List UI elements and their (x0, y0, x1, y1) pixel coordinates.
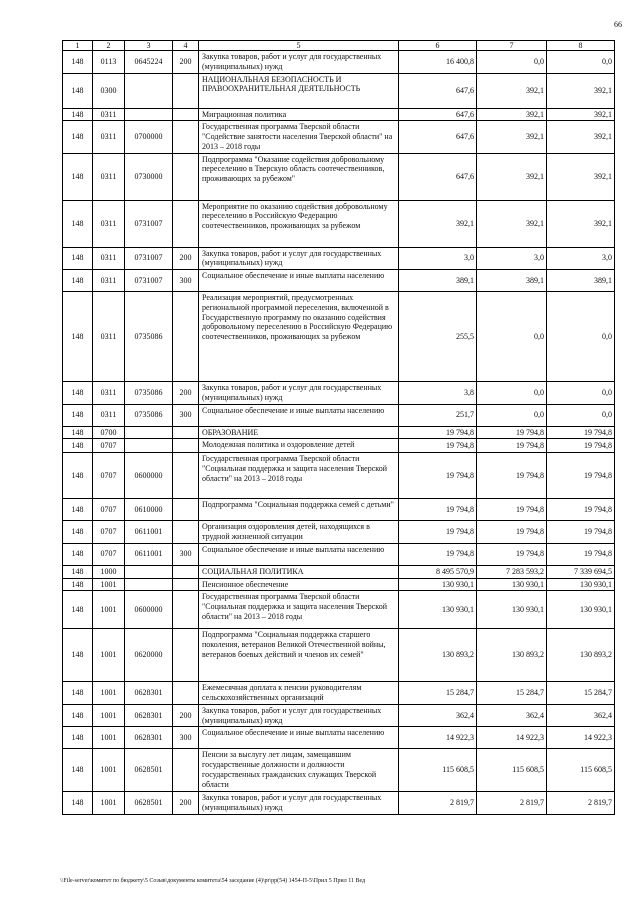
cell-section-code: 148 (63, 591, 93, 629)
cell-amount-col8: 389,1 (547, 270, 615, 292)
cell-amount-col8: 0,0 (547, 292, 615, 382)
cell-expense-type (173, 682, 199, 705)
cell-amount-col6: 251,7 (399, 404, 477, 426)
table-row (63, 453, 615, 499)
cell-description: Подпрограмма "Социальная поддержка старшего поколения, ветеранов Великой Отечественной войны, ветеранов боевых действий и членов их семей" (199, 629, 399, 682)
table-row (63, 108, 615, 121)
cell-expense-type (173, 426, 199, 439)
cell-amount-col7: 0,0 (477, 51, 547, 74)
cell-target-code: 0611001 (125, 543, 173, 565)
cell-amount-col8: 2 819,7 (547, 792, 615, 815)
cell-amount-col6: 647,6 (399, 108, 477, 121)
cell-amount-col7: 115 608,5 (477, 749, 547, 792)
cell-subsection-code: 0707 (93, 521, 125, 544)
cell-subsection-code: 0311 (93, 292, 125, 382)
page-number: 66 (614, 20, 622, 29)
cell-target-code: 0620000 (125, 629, 173, 682)
table-row (63, 439, 615, 453)
cell-amount-col7: 19 794,8 (477, 499, 547, 521)
cell-target-code: 0628301 (125, 682, 173, 705)
table-body (63, 51, 615, 815)
cell-amount-col8: 14 922,3 (547, 727, 615, 749)
cell-amount-col7: 392,1 (477, 200, 547, 247)
cell-description: НАЦИОНАЛЬНАЯ БЕЗОПАСНОСТЬ И ПРАВООХРАНИТЕЛЬНАЯ ДЕЯТЕЛЬНОСТЬ (199, 73, 399, 108)
cell-amount-col6: 19 794,8 (399, 453, 477, 499)
cell-target-code (125, 73, 173, 108)
cell-subsection-code: 1001 (93, 792, 125, 815)
cell-subsection-code: 1001 (93, 682, 125, 705)
cell-amount-col6: 647,6 (399, 121, 477, 153)
cell-target-code: 0645224 (125, 51, 173, 74)
cell-target-code: 0628301 (125, 704, 173, 727)
cell-section-code: 148 (63, 73, 93, 108)
cell-target-code: 0600000 (125, 453, 173, 499)
cell-section-code: 148 (63, 108, 93, 121)
cell-subsection-code: 0707 (93, 453, 125, 499)
cell-amount-col6: 647,6 (399, 73, 477, 108)
cell-expense-type (173, 749, 199, 792)
cell-description: Молодежная политика и оздоровление детей (199, 439, 399, 453)
cell-expense-type (173, 499, 199, 521)
table-row (63, 704, 615, 727)
table-row (63, 629, 615, 682)
cell-amount-col7: 130 930,1 (477, 591, 547, 629)
cell-expense-type (173, 629, 199, 682)
cell-amount-col7: 19 794,8 (477, 439, 547, 453)
cell-description: Закупка товаров, работ и услуг для государственных (муниципальных) нужд (199, 792, 399, 815)
cell-target-code (125, 578, 173, 591)
cell-amount-col6: 130 930,1 (399, 591, 477, 629)
cell-description: Подпрограмма "Оказание содействия добровольному переселению в Тверскую область соотечественников, проживающих за рубежом" (199, 153, 399, 200)
table-row (63, 121, 615, 153)
cell-amount-col6: 16 400,8 (399, 51, 477, 74)
cell-subsection-code: 0707 (93, 499, 125, 521)
cell-amount-col8: 362,4 (547, 704, 615, 727)
table-row (63, 543, 615, 565)
cell-amount-col8: 115 608,5 (547, 749, 615, 792)
cell-amount-col7: 392,1 (477, 73, 547, 108)
cell-expense-type: 300 (173, 543, 199, 565)
cell-description: Социальное обеспечение и иные выплаты населению (199, 270, 399, 292)
col-header-6: 6 (399, 41, 477, 51)
cell-amount-col7: 0,0 (477, 382, 547, 405)
cell-amount-col7: 19 794,8 (477, 426, 547, 439)
cell-amount-col6: 647,6 (399, 153, 477, 200)
cell-target-code: 0628501 (125, 792, 173, 815)
cell-description: Мероприятие по оказанию содействия добровольному переселению в Российскую Федерацию соотечественников, проживающих за рубежом (199, 200, 399, 247)
cell-amount-col8: 19 794,8 (547, 521, 615, 544)
table-row (63, 247, 615, 270)
cell-amount-col7: 19 794,8 (477, 543, 547, 565)
cell-section-code: 148 (63, 270, 93, 292)
cell-amount-col7: 0,0 (477, 292, 547, 382)
cell-amount-col6: 130 930,1 (399, 578, 477, 591)
cell-description: Пенсионное обеспечение (199, 578, 399, 591)
cell-section-code: 148 (63, 543, 93, 565)
cell-target-code: 0731007 (125, 247, 173, 270)
cell-amount-col8: 130 893,2 (547, 629, 615, 682)
table-row (63, 565, 615, 578)
cell-subsection-code: 0300 (93, 73, 125, 108)
cell-amount-col8: 0,0 (547, 404, 615, 426)
cell-amount-col8: 130 930,1 (547, 591, 615, 629)
cell-subsection-code: 0311 (93, 404, 125, 426)
cell-expense-type (173, 292, 199, 382)
cell-description: Подпрограмма "Социальная поддержка семей с детьми" (199, 499, 399, 521)
table-row (63, 591, 615, 629)
table-row (63, 727, 615, 749)
cell-expense-type: 200 (173, 247, 199, 270)
cell-description: Пенсии за выслугу лет лицам, замещавшим государственные должности и должности государственных гражданских служащих Тверской области (199, 749, 399, 792)
cell-amount-col7: 130 893,2 (477, 629, 547, 682)
cell-target-code (125, 565, 173, 578)
cell-subsection-code: 1001 (93, 749, 125, 792)
cell-amount-col8: 19 794,8 (547, 499, 615, 521)
cell-expense-type (173, 591, 199, 629)
cell-subsection-code: 1001 (93, 629, 125, 682)
cell-amount-col6: 19 794,8 (399, 543, 477, 565)
cell-expense-type (173, 439, 199, 453)
table-row (63, 578, 615, 591)
cell-amount-col8: 392,1 (547, 200, 615, 247)
cell-amount-col7: 14 922,3 (477, 727, 547, 749)
cell-section-code: 148 (63, 749, 93, 792)
cell-amount-col6: 14 922,3 (399, 727, 477, 749)
cell-amount-col8: 19 794,8 (547, 453, 615, 499)
cell-amount-col7: 0,0 (477, 404, 547, 426)
cell-description: Социальное обеспечение и иные выплаты населению (199, 727, 399, 749)
cell-amount-col7: 389,1 (477, 270, 547, 292)
table-row (63, 749, 615, 792)
cell-subsection-code: 0311 (93, 270, 125, 292)
cell-description: Социальное обеспечение и иные выплаты населению (199, 543, 399, 565)
cell-section-code: 148 (63, 682, 93, 705)
cell-description: Закупка товаров, работ и услуг для государственных (муниципальных) нужд (199, 247, 399, 270)
cell-subsection-code: 0311 (93, 121, 125, 153)
cell-amount-col6: 15 284,7 (399, 682, 477, 705)
cell-amount-col6: 3,8 (399, 382, 477, 405)
cell-amount-col8: 392,1 (547, 121, 615, 153)
cell-description: Закупка товаров, работ и услуг для государственных (муниципальных) нужд (199, 382, 399, 405)
cell-description: Государственная программа Тверской области "Социальная поддержка и защита населения Тверской области" на 2013 – 2018 годы (199, 591, 399, 629)
cell-expense-type: 200 (173, 704, 199, 727)
cell-amount-col7: 19 794,8 (477, 453, 547, 499)
cell-section-code: 148 (63, 247, 93, 270)
cell-amount-col8: 130 930,1 (547, 578, 615, 591)
cell-amount-col8: 7 339 694,5 (547, 565, 615, 578)
cell-section-code: 148 (63, 453, 93, 499)
cell-amount-col8: 19 794,8 (547, 439, 615, 453)
cell-subsection-code: 0311 (93, 108, 125, 121)
cell-section-code: 148 (63, 578, 93, 591)
cell-section-code: 148 (63, 792, 93, 815)
cell-amount-col6: 3,0 (399, 247, 477, 270)
table-header-row (63, 41, 615, 51)
cell-description: ОБРАЗОВАНИЕ (199, 426, 399, 439)
file-path-footer: \\File-server\комитет по бюджету\5 Созыв\документы комитета\54 заседание (4)\pr\рр(54) 1454-П-5\Прил 5 Прил 11 Вед (60, 878, 366, 884)
cell-section-code: 148 (63, 426, 93, 439)
cell-expense-type: 200 (173, 51, 199, 74)
cell-target-code: 0600000 (125, 591, 173, 629)
col-header-3: 3 (125, 41, 173, 51)
cell-subsection-code: 0311 (93, 153, 125, 200)
cell-amount-col8: 0,0 (547, 382, 615, 405)
cell-target-code: 0611001 (125, 521, 173, 544)
cell-amount-col7: 15 284,7 (477, 682, 547, 705)
cell-amount-col7: 392,1 (477, 153, 547, 200)
table-row (63, 499, 615, 521)
col-header-5: 5 (199, 41, 399, 51)
cell-amount-col6: 2 819,7 (399, 792, 477, 815)
cell-amount-col7: 7 283 593,2 (477, 565, 547, 578)
table-row (63, 404, 615, 426)
col-header-2: 2 (93, 41, 125, 51)
cell-amount-col6: 19 794,8 (399, 426, 477, 439)
cell-amount-col8: 0,0 (547, 51, 615, 74)
cell-section-code: 148 (63, 727, 93, 749)
cell-section-code: 148 (63, 153, 93, 200)
cell-description: СОЦИАЛЬНАЯ ПОЛИТИКА (199, 565, 399, 578)
cell-amount-col6: 8 495 570,9 (399, 565, 477, 578)
cell-section-code: 148 (63, 200, 93, 247)
table-row (63, 521, 615, 544)
cell-amount-col8: 392,1 (547, 73, 615, 108)
cell-subsection-code: 1001 (93, 591, 125, 629)
cell-description: Организация оздоровления детей, находящихся в трудной жизненной ситуации (199, 521, 399, 544)
cell-subsection-code: 0113 (93, 51, 125, 74)
cell-expense-type: 300 (173, 270, 199, 292)
cell-description: Реализация мероприятий, предусмотренных региональной программой переселения, включенной в Государственную программу по оказанию содействия добровольному переселению в Российскую Федерацию соотечественников, проживающих за рубежом (199, 292, 399, 382)
cell-amount-col6: 255,5 (399, 292, 477, 382)
cell-amount-col8: 19 794,8 (547, 543, 615, 565)
cell-amount-col6: 19 794,8 (399, 499, 477, 521)
col-header-8: 8 (547, 41, 615, 51)
cell-amount-col8: 392,1 (547, 153, 615, 200)
col-header-7: 7 (477, 41, 547, 51)
cell-amount-col6: 19 794,8 (399, 439, 477, 453)
cell-expense-type (173, 153, 199, 200)
cell-subsection-code: 1001 (93, 578, 125, 591)
cell-target-code: 0628301 (125, 727, 173, 749)
cell-subsection-code: 1000 (93, 565, 125, 578)
cell-amount-col7: 362,4 (477, 704, 547, 727)
cell-subsection-code: 1001 (93, 704, 125, 727)
cell-expense-type (173, 121, 199, 153)
cell-section-code: 148 (63, 292, 93, 382)
cell-expense-type (173, 565, 199, 578)
table-row (63, 200, 615, 247)
col-header-4: 4 (173, 41, 199, 51)
table-row (63, 292, 615, 382)
cell-target-code: 0730000 (125, 153, 173, 200)
cell-amount-col7: 392,1 (477, 121, 547, 153)
cell-target-code: 0731007 (125, 200, 173, 247)
cell-description: Государственная программа Тверской области "Содействие занятости населения Тверской области" на 2013 – 2018 годы (199, 121, 399, 153)
cell-amount-col8: 19 794,8 (547, 426, 615, 439)
cell-amount-col6: 115 608,5 (399, 749, 477, 792)
table-row (63, 73, 615, 108)
cell-target-code (125, 426, 173, 439)
cell-subsection-code: 0707 (93, 543, 125, 565)
cell-target-code: 0735086 (125, 292, 173, 382)
col-header-1: 1 (63, 41, 93, 51)
cell-section-code: 148 (63, 382, 93, 405)
budget-table (62, 40, 615, 815)
cell-description: Закупка товаров, работ и услуг для государственных (муниципальных) нужд (199, 51, 399, 74)
cell-section-code: 148 (63, 704, 93, 727)
table-row (63, 153, 615, 200)
cell-expense-type (173, 521, 199, 544)
cell-target-code: 0610000 (125, 499, 173, 521)
cell-amount-col7: 2 819,7 (477, 792, 547, 815)
cell-subsection-code: 0311 (93, 200, 125, 247)
cell-section-code: 148 (63, 404, 93, 426)
cell-description: Социальное обеспечение и иные выплаты населению (199, 404, 399, 426)
cell-expense-type: 200 (173, 382, 199, 405)
cell-amount-col8: 3,0 (547, 247, 615, 270)
table-row (63, 51, 615, 74)
cell-expense-type (173, 578, 199, 591)
cell-target-code: 0700000 (125, 121, 173, 153)
cell-section-code: 148 (63, 121, 93, 153)
cell-amount-col7: 19 794,8 (477, 521, 547, 544)
cell-description: Ежемесячная доплата к пенсии руководителям сельскохозяйственных организаций (199, 682, 399, 705)
cell-amount-col7: 3,0 (477, 247, 547, 270)
table-row (63, 682, 615, 705)
cell-expense-type (173, 200, 199, 247)
cell-subsection-code: 0700 (93, 426, 125, 439)
cell-amount-col6: 130 893,2 (399, 629, 477, 682)
cell-expense-type: 300 (173, 404, 199, 426)
table-row (63, 426, 615, 439)
cell-expense-type (173, 453, 199, 499)
cell-section-code: 148 (63, 521, 93, 544)
cell-subsection-code: 0707 (93, 439, 125, 453)
cell-section-code: 148 (63, 565, 93, 578)
cell-amount-col7: 130 930,1 (477, 578, 547, 591)
cell-amount-col8: 392,1 (547, 108, 615, 121)
table-row (63, 270, 615, 292)
cell-target-code: 0628501 (125, 749, 173, 792)
cell-expense-type: 300 (173, 727, 199, 749)
cell-amount-col6: 362,4 (399, 704, 477, 727)
cell-amount-col8: 15 284,7 (547, 682, 615, 705)
cell-section-code: 148 (63, 439, 93, 453)
cell-amount-col6: 392,1 (399, 200, 477, 247)
cell-amount-col6: 19 794,8 (399, 521, 477, 544)
cell-target-code (125, 108, 173, 121)
cell-target-code: 0731007 (125, 270, 173, 292)
cell-description: Государственная программа Тверской области "Социальная поддержка и защита населения Тверской области" на 2013 – 2018 годы (199, 453, 399, 499)
cell-target-code (125, 439, 173, 453)
cell-subsection-code: 0311 (93, 382, 125, 405)
table-row (63, 382, 615, 405)
cell-section-code: 148 (63, 629, 93, 682)
cell-expense-type (173, 73, 199, 108)
cell-expense-type: 200 (173, 792, 199, 815)
cell-subsection-code: 1001 (93, 727, 125, 749)
cell-description: Закупка товаров, работ и услуг для государственных (муниципальных) нужд (199, 704, 399, 727)
cell-target-code: 0735086 (125, 382, 173, 405)
cell-amount-col6: 389,1 (399, 270, 477, 292)
cell-description: Миграционная политика (199, 108, 399, 121)
cell-section-code: 148 (63, 499, 93, 521)
cell-amount-col7: 392,1 (477, 108, 547, 121)
cell-expense-type (173, 108, 199, 121)
cell-subsection-code: 0311 (93, 247, 125, 270)
table-row (63, 792, 615, 815)
cell-target-code: 0735086 (125, 404, 173, 426)
cell-section-code: 148 (63, 51, 93, 74)
